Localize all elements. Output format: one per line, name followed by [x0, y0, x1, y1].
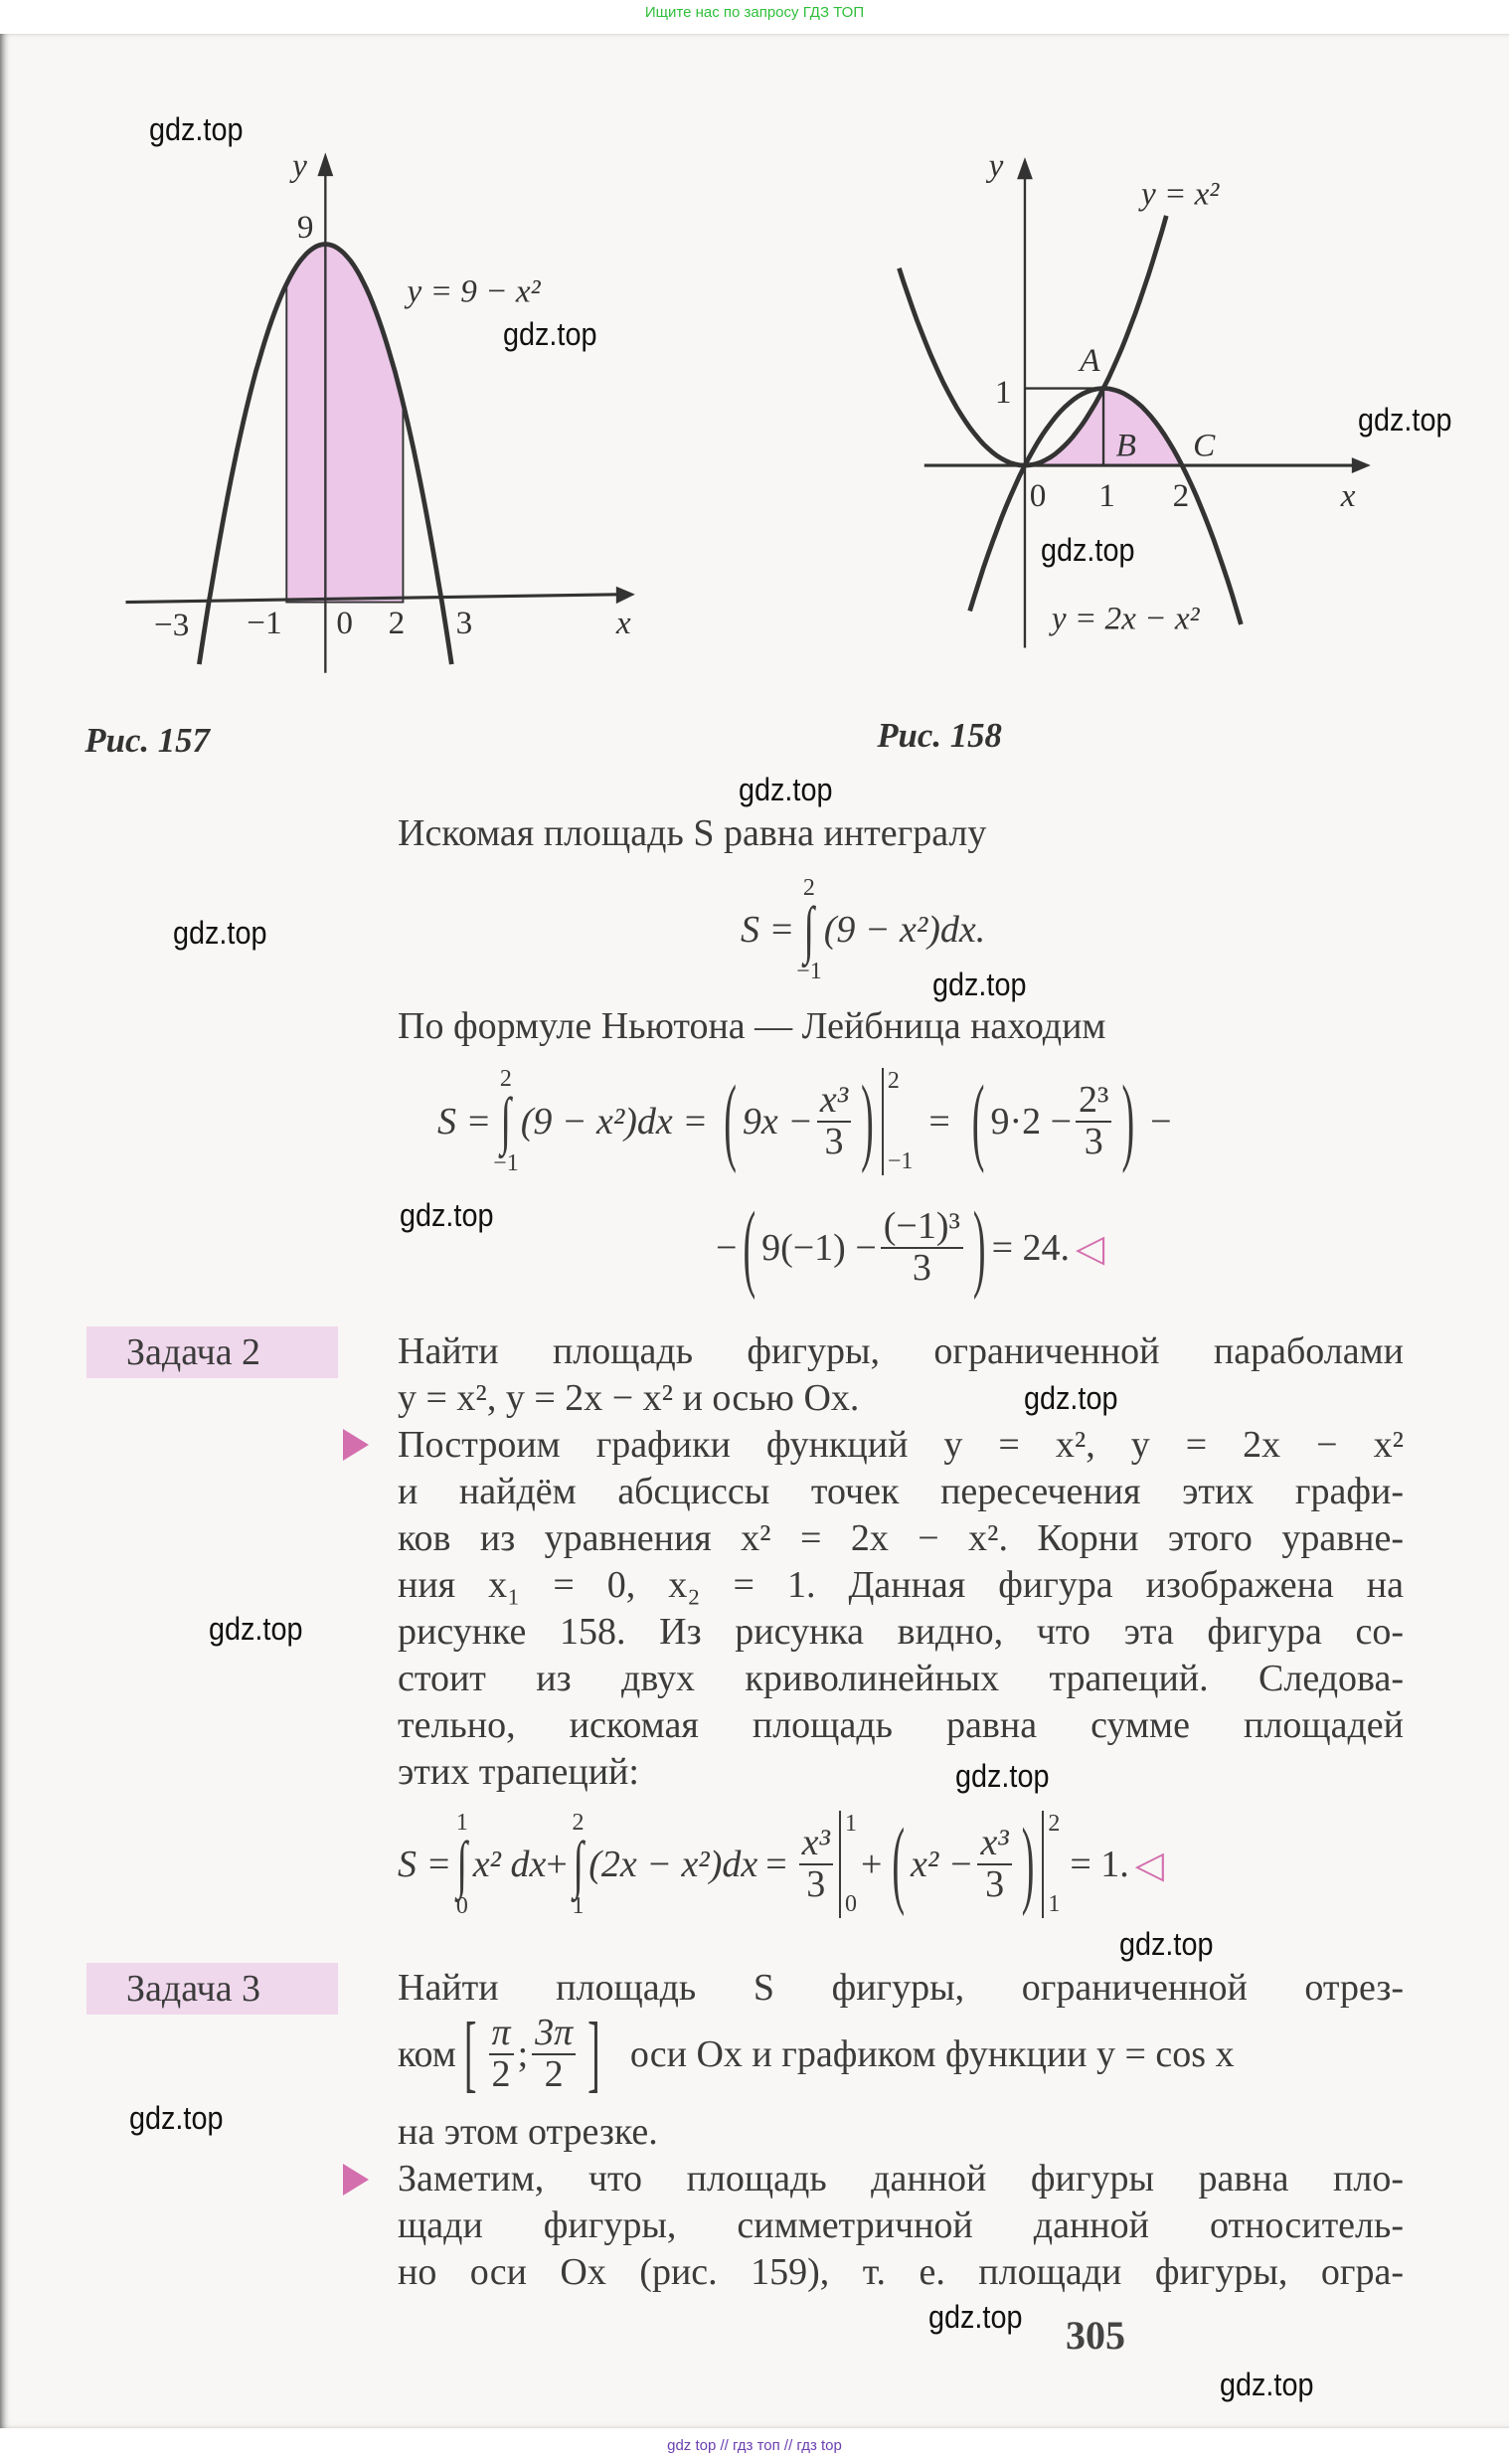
numerator: π	[489, 2014, 514, 2055]
text-line: и найдём абсциссы точек пересечения этих графи-	[398, 1471, 1404, 1512]
paragraph	[398, 810, 1404, 857]
fraction	[817, 1078, 851, 1162]
numerator: 3π	[532, 2014, 576, 2055]
figure-158	[876, 147, 1370, 755]
text-line: на этом отрезке.	[398, 2111, 658, 2153]
math-text: =	[765, 1844, 787, 1885]
watermark: gdz.top	[1041, 532, 1135, 568]
y-arrow-157	[317, 152, 333, 176]
text-line: ков из уравнения x² = 2x − x². Корни этого уравне-	[398, 1517, 1404, 1559]
upper-limit: 1	[455, 1809, 468, 1836]
x-label: x	[615, 605, 631, 642]
text-line: щади фигуры, симметричной данной относитель-	[398, 2204, 1404, 2246]
text-line: y = x², y = 2x − x² и осью Ox.	[398, 1377, 860, 1419]
numerator: x³	[817, 1081, 851, 1123]
eval-bar	[839, 1811, 857, 1918]
text-line: оси Ox и графиком функции y = cos x	[629, 2033, 1235, 2075]
paren: (	[743, 1193, 756, 1303]
integral	[453, 1811, 471, 1919]
upper-limit: 1	[844, 1811, 857, 1837]
text-line: Найти площадь фигуры, ограниченной параболами	[398, 1330, 1404, 1372]
watermark: gdz.top	[932, 967, 1027, 1002]
upper-limit: 2	[887, 1067, 900, 1094]
text-line: тельно, искомая площадь равна сумме площадей	[398, 1704, 1404, 1746]
paren: (	[971, 1066, 985, 1176]
watermark: gdz.top	[503, 316, 597, 352]
x-tick: −3	[153, 606, 190, 643]
watermark: gdz.top	[400, 1197, 494, 1233]
paren: )	[861, 1066, 874, 1176]
fraction	[489, 2014, 514, 2095]
text-line: рисунке 158. Из рисунка видно, что эта фигура со-	[398, 1611, 1404, 1653]
denominator: 2	[491, 2053, 511, 2095]
caption-158: Рис. 158	[877, 716, 1002, 756]
watermark: gdz.top	[209, 1611, 303, 1647]
x-arrow-157	[616, 587, 635, 604]
lower-limit: −1	[493, 1149, 519, 1176]
text-line: Найти площадь S фигуры, ограниченной отрез-	[398, 1967, 1404, 2009]
watermark: gdz.top	[173, 915, 267, 951]
page-number: 305	[1066, 2313, 1125, 2358]
upper-limit: 2	[572, 1809, 585, 1836]
end-of-solution-icon: ◁	[1134, 1844, 1165, 1886]
denominator: 3	[985, 1863, 1005, 1905]
math-result: = 1.	[1070, 1844, 1129, 1885]
math-text: (2x − x²)dx	[588, 1844, 758, 1885]
math-text: −	[1150, 1100, 1172, 1143]
fraction	[799, 1824, 833, 1905]
numerator: 2³	[1076, 1081, 1111, 1123]
math-text: S =	[398, 1844, 452, 1885]
fraction	[1076, 1078, 1111, 1162]
numerator: x³	[799, 1824, 833, 1865]
watermark: gdz.top	[955, 1758, 1050, 1794]
paren: )	[972, 1193, 986, 1303]
x-arrow-158	[1352, 457, 1371, 473]
curve-label: y = 9 − x²	[407, 272, 541, 310]
text-line: Искомая площадь S равна интегралу	[398, 812, 987, 854]
math-result: = 24.	[991, 1227, 1070, 1269]
lower-limit: 0	[455, 1893, 468, 1920]
text-line: По формуле Ньютона — Лейбница находим	[398, 1005, 1106, 1047]
math-text: −	[716, 1227, 738, 1269]
formula-2	[437, 1059, 1172, 1183]
bracket: [	[463, 2006, 477, 2103]
paren: (	[892, 1810, 906, 1919]
y-arrow-158	[1017, 157, 1033, 179]
fraction	[977, 1824, 1011, 1905]
denominator: 3	[912, 1247, 931, 1289]
text-line: этих трапеций:	[398, 1751, 639, 1793]
integral-sign: ∫	[456, 1828, 468, 1899]
y-label: y	[292, 147, 307, 185]
lower-limit: −1	[887, 1147, 914, 1174]
x-tick: 3	[455, 605, 473, 642]
x-tick: 1	[1098, 477, 1115, 515]
denominator: 3	[824, 1120, 844, 1162]
math-text: 9x −	[742, 1100, 813, 1143]
x-tick: −1	[247, 605, 282, 642]
paragraph	[398, 1003, 1404, 1050]
x-label: x	[1340, 477, 1356, 515]
shaded-area-157	[286, 245, 403, 603]
figure-157	[84, 147, 634, 760]
math-text: S =	[437, 1100, 492, 1143]
upper-limit: 2	[1048, 1811, 1061, 1837]
text-word: ком	[398, 2033, 456, 2075]
lower-limit: 1	[1048, 1891, 1061, 1917]
watermark: gdz.top	[928, 2299, 1023, 2335]
lower-limit: 1	[572, 1893, 585, 1920]
integral	[570, 1811, 587, 1919]
watermark: gdz.top	[129, 2100, 224, 2136]
fraction	[881, 1207, 963, 1289]
watermark: gdz.top	[1024, 1380, 1118, 1416]
math-text: (9 − x²)dx.	[823, 909, 986, 951]
text-line: Заметим, что площадь данной фигуры равна пло-	[398, 2158, 1404, 2200]
x-tick: 0	[1029, 477, 1047, 515]
eval-bar	[1042, 1811, 1060, 1918]
task-3-text	[398, 1965, 1404, 2012]
math-text: =	[684, 1100, 707, 1143]
x-tick: 2	[1172, 477, 1190, 515]
denominator: 3	[806, 1863, 826, 1905]
math-text: =	[928, 1100, 950, 1143]
denominator: 3	[1084, 1120, 1103, 1162]
formula-3	[398, 1805, 1164, 1924]
task-2-label: Задача 2	[86, 1326, 338, 1378]
paren: )	[1121, 1066, 1135, 1176]
curve2-label: y = 2x − x²	[1051, 600, 1200, 637]
math-text: 9(−1) −	[761, 1227, 877, 1269]
watermark: gdz.top	[739, 772, 833, 807]
fraction	[532, 2014, 576, 2095]
text-line: но оси Ox (рис. 159), т. е. площади фигуры, огра-	[398, 2251, 1404, 2293]
math-text: x² −	[911, 1844, 974, 1885]
caption-157: Рис. 157	[84, 720, 210, 760]
math-text: +	[860, 1844, 883, 1885]
formula-2-continued	[716, 1188, 1104, 1308]
integral	[493, 1067, 519, 1175]
y-label: y	[988, 147, 1004, 185]
text-line: ния x₁ = 0, x₂ = 1. Данная фигура изображена на	[398, 1564, 1404, 1606]
x-tick: 2	[388, 605, 406, 642]
math-text: S =	[741, 909, 795, 951]
numerator: (−1)³	[881, 1207, 963, 1249]
paren: )	[1021, 1810, 1035, 1919]
lower-limit: −1	[796, 959, 822, 985]
search-banner: Ищите нас по запросу ГДЗ ТОП	[644, 4, 865, 21]
point-B: B	[1115, 427, 1136, 464]
text-line: стоит из двух криволинейных трапеций. Следова-	[398, 1658, 1404, 1699]
point-A: A	[1080, 342, 1100, 380]
upper-limit: 2	[499, 1066, 512, 1093]
curve1-label: y = x²	[1140, 175, 1220, 213]
watermark: gdz.top	[1220, 2367, 1314, 2402]
math-text: +	[546, 1844, 568, 1885]
solution-marker-icon	[343, 2164, 369, 2196]
task-3-text-continued	[398, 2109, 1404, 2296]
task-3-interval-line	[398, 2006, 1235, 2103]
math-text: (9 − x²)dx	[520, 1100, 673, 1143]
eval-bar	[882, 1068, 914, 1175]
integral	[796, 876, 822, 984]
solution-marker-icon	[343, 1429, 369, 1461]
paren: (	[724, 1066, 737, 1176]
numerator: x³	[977, 1824, 1011, 1865]
math-text: x² dx	[472, 1844, 547, 1885]
watermark: gdz.top	[1358, 402, 1452, 438]
denominator: 2	[544, 2053, 564, 2095]
y-tick-1: 1	[994, 373, 1012, 411]
math-text: ;	[517, 2033, 529, 2075]
bracket: ]	[587, 2006, 600, 2103]
end-of-solution-icon: ◁	[1076, 1227, 1105, 1270]
point-C: C	[1193, 427, 1216, 464]
lower-limit: 0	[844, 1891, 857, 1917]
integral-sign: ∫	[573, 1828, 584, 1899]
watermark: gdz.top	[149, 111, 244, 147]
y-tick-9: 9	[296, 208, 314, 246]
math-text: 9·2 −	[990, 1100, 1073, 1143]
footer-links: gdz top // гдз топ // гдз top	[667, 2437, 842, 2454]
integral-sign: ∫	[500, 1085, 512, 1156]
x-tick: 0	[336, 605, 353, 642]
task-3-label: Задача 3	[86, 1963, 338, 2015]
text-line: Построим графики функций y = x², y = 2x − x²	[398, 1424, 1404, 1466]
upper-limit: 2	[802, 874, 815, 901]
integral-sign: ∫	[803, 893, 815, 965]
watermark: gdz.top	[1119, 1926, 1214, 1962]
figures	[0, 0, 1509, 760]
task-2-text	[398, 1328, 1404, 1796]
